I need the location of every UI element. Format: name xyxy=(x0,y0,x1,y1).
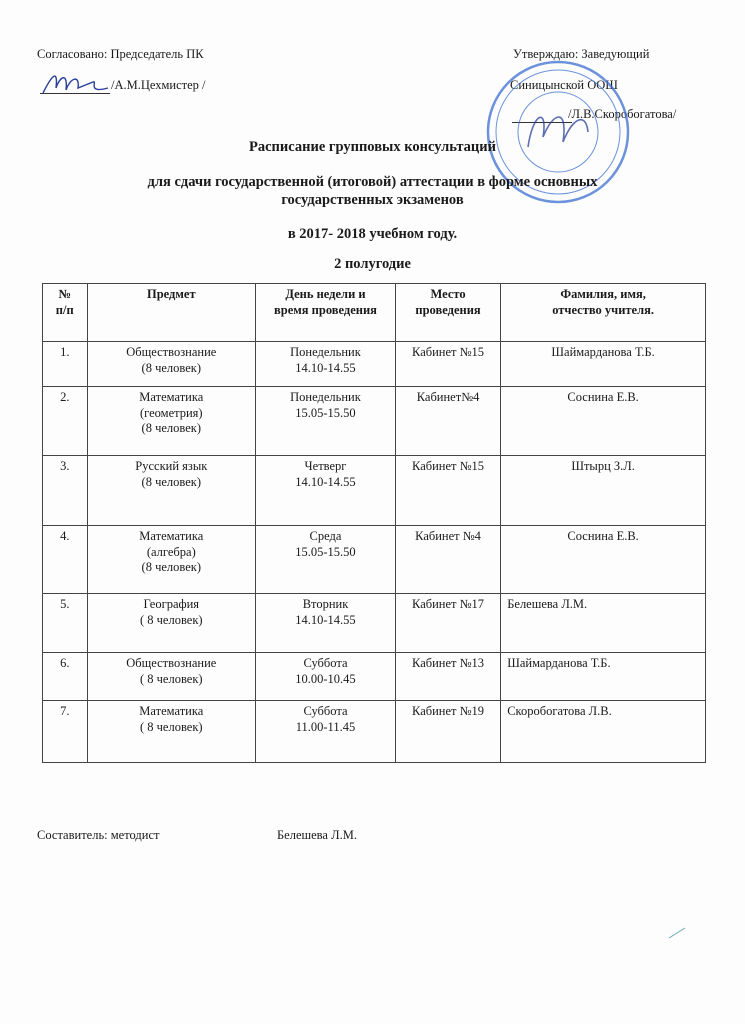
day: Суббота xyxy=(303,656,348,670)
title-line4: в 2017- 2018 учебном году. xyxy=(287,226,458,242)
subject-line: География xyxy=(143,597,200,611)
subject-line: (8 человек) xyxy=(141,474,202,489)
cell-place: Кабинет №17 xyxy=(395,594,500,653)
header-num-line1: № xyxy=(58,287,72,301)
day: Вторник xyxy=(302,597,349,611)
cell-place: Кабинет №4 xyxy=(395,526,500,594)
day: Четверг xyxy=(304,459,347,473)
subject-line: Обществознание xyxy=(126,345,217,359)
cell-num: 4. xyxy=(43,526,88,594)
subject-line: ( 8 человек) xyxy=(139,671,203,686)
table-row xyxy=(43,387,706,456)
cell-subject xyxy=(87,342,256,387)
day: Понедельник xyxy=(290,390,361,404)
time: 15.05-15.50 xyxy=(295,544,356,559)
cell-subject xyxy=(87,526,256,594)
cell-place: Кабинет №19 xyxy=(395,701,500,763)
signature-left-icon xyxy=(38,68,113,98)
cell-place: Кабинет №15 xyxy=(395,342,500,387)
table-row xyxy=(43,526,706,594)
cell-teacher: Шаймарданова Т.Б. xyxy=(501,342,706,387)
title-line2: для сдачи государственной (итоговой) аттестации в форме основных xyxy=(147,174,598,190)
header-teacher-line1: Фамилия, имя, xyxy=(560,287,646,301)
cell-teacher: Соснина Е.В. xyxy=(501,526,706,594)
time: 14.10-14.55 xyxy=(295,612,356,627)
header-teacher-line2: отчество учителя. xyxy=(552,302,654,317)
stray-mark-icon xyxy=(667,926,687,940)
cell-num: 2. xyxy=(43,387,88,456)
subject-line: Математика xyxy=(139,390,204,404)
cell-day xyxy=(256,526,396,594)
header-day-line2: время проведения xyxy=(274,302,377,317)
title-line3: государственных экзаменов xyxy=(281,192,464,208)
compiler-label: Составитель: методист xyxy=(37,828,160,842)
header-place xyxy=(395,284,500,342)
time: 14.10-14.55 xyxy=(295,360,356,375)
subject-line: (8 человек) xyxy=(141,560,202,575)
subject-line: Математика xyxy=(139,529,204,543)
approve-right-name: /Л.В.Скоробогатова/ xyxy=(568,107,677,121)
cell-place: Кабинет№4 xyxy=(395,387,500,456)
table-row xyxy=(43,653,706,701)
approve-right-line1: Утверждаю: Заведующий xyxy=(513,47,650,61)
subject-line: (8 человек) xyxy=(141,360,202,375)
subject-line: Обществознание xyxy=(126,656,217,670)
cell-num: 1. xyxy=(43,342,88,387)
cell-subject xyxy=(87,387,256,456)
cell-teacher: Шаймарданова Т.Б. xyxy=(501,653,706,701)
subject-line: ( 8 человек) xyxy=(139,719,203,734)
cell-subject xyxy=(87,701,256,763)
time: 15.05-15.50 xyxy=(295,405,356,420)
cell-day xyxy=(256,456,396,526)
subject-line: Математика xyxy=(139,704,204,718)
consultation-schedule-table xyxy=(42,283,706,763)
table-row xyxy=(43,701,706,763)
day: Среда xyxy=(309,529,342,543)
cell-day xyxy=(256,387,396,456)
approved-left-name: /А.М.Цехмистер / xyxy=(111,78,206,92)
cell-subject xyxy=(87,456,256,526)
title-line5: 2 полугодие xyxy=(334,256,411,272)
header-place-line1: Место xyxy=(430,287,466,301)
table-row xyxy=(43,456,706,526)
table-row xyxy=(43,342,706,387)
approved-left-label: Согласовано: Председатель ПК xyxy=(37,47,204,61)
subject-line: ( 8 человек) xyxy=(139,612,203,627)
day: Понедельник xyxy=(290,345,361,359)
subject-line: Русский язык xyxy=(135,459,208,473)
header-place-line2: проведения xyxy=(415,302,481,317)
cell-num: 5. xyxy=(43,594,88,653)
cell-day xyxy=(256,594,396,653)
cell-place: Кабинет №15 xyxy=(395,456,500,526)
cell-day xyxy=(256,653,396,701)
time: 10.00-10.45 xyxy=(295,671,356,686)
cell-day xyxy=(256,701,396,763)
cell-teacher: Белешева Л.М. xyxy=(501,594,706,653)
header-day xyxy=(256,284,396,342)
cell-day xyxy=(256,342,396,387)
cell-place: Кабинет №13 xyxy=(395,653,500,701)
table-row xyxy=(43,594,706,653)
cell-subject xyxy=(87,653,256,701)
cell-teacher: Штырц З.Л. xyxy=(501,456,706,526)
header-day-line1: День недели и xyxy=(285,287,366,301)
subject-line: (алгебра) xyxy=(146,544,196,559)
header-num xyxy=(43,284,88,342)
time: 14.10-14.55 xyxy=(295,474,356,489)
cell-num: 3. xyxy=(43,456,88,526)
cell-num: 7. xyxy=(43,701,88,763)
cell-subject xyxy=(87,594,256,653)
header-subject: Предмет xyxy=(87,284,256,342)
title-line1: Расписание групповых консультаций xyxy=(249,139,496,155)
approve-right-line2: Синицынской ООШ xyxy=(510,78,618,92)
compiler-name: Белешева Л.М. xyxy=(277,828,357,842)
header-num-line2: п/п xyxy=(55,302,74,317)
subject-line: (геометрия) xyxy=(139,405,203,420)
cell-num: 6. xyxy=(43,653,88,701)
time: 11.00-11.45 xyxy=(295,719,356,734)
header-teacher xyxy=(501,284,706,342)
cell-teacher: Скоробогатова Л.В. xyxy=(501,701,706,763)
cell-teacher: Соснина Е.В. xyxy=(501,387,706,456)
table-header-row xyxy=(43,284,706,342)
subject-line: (8 человек) xyxy=(141,421,202,436)
day: Суббота xyxy=(303,704,348,718)
